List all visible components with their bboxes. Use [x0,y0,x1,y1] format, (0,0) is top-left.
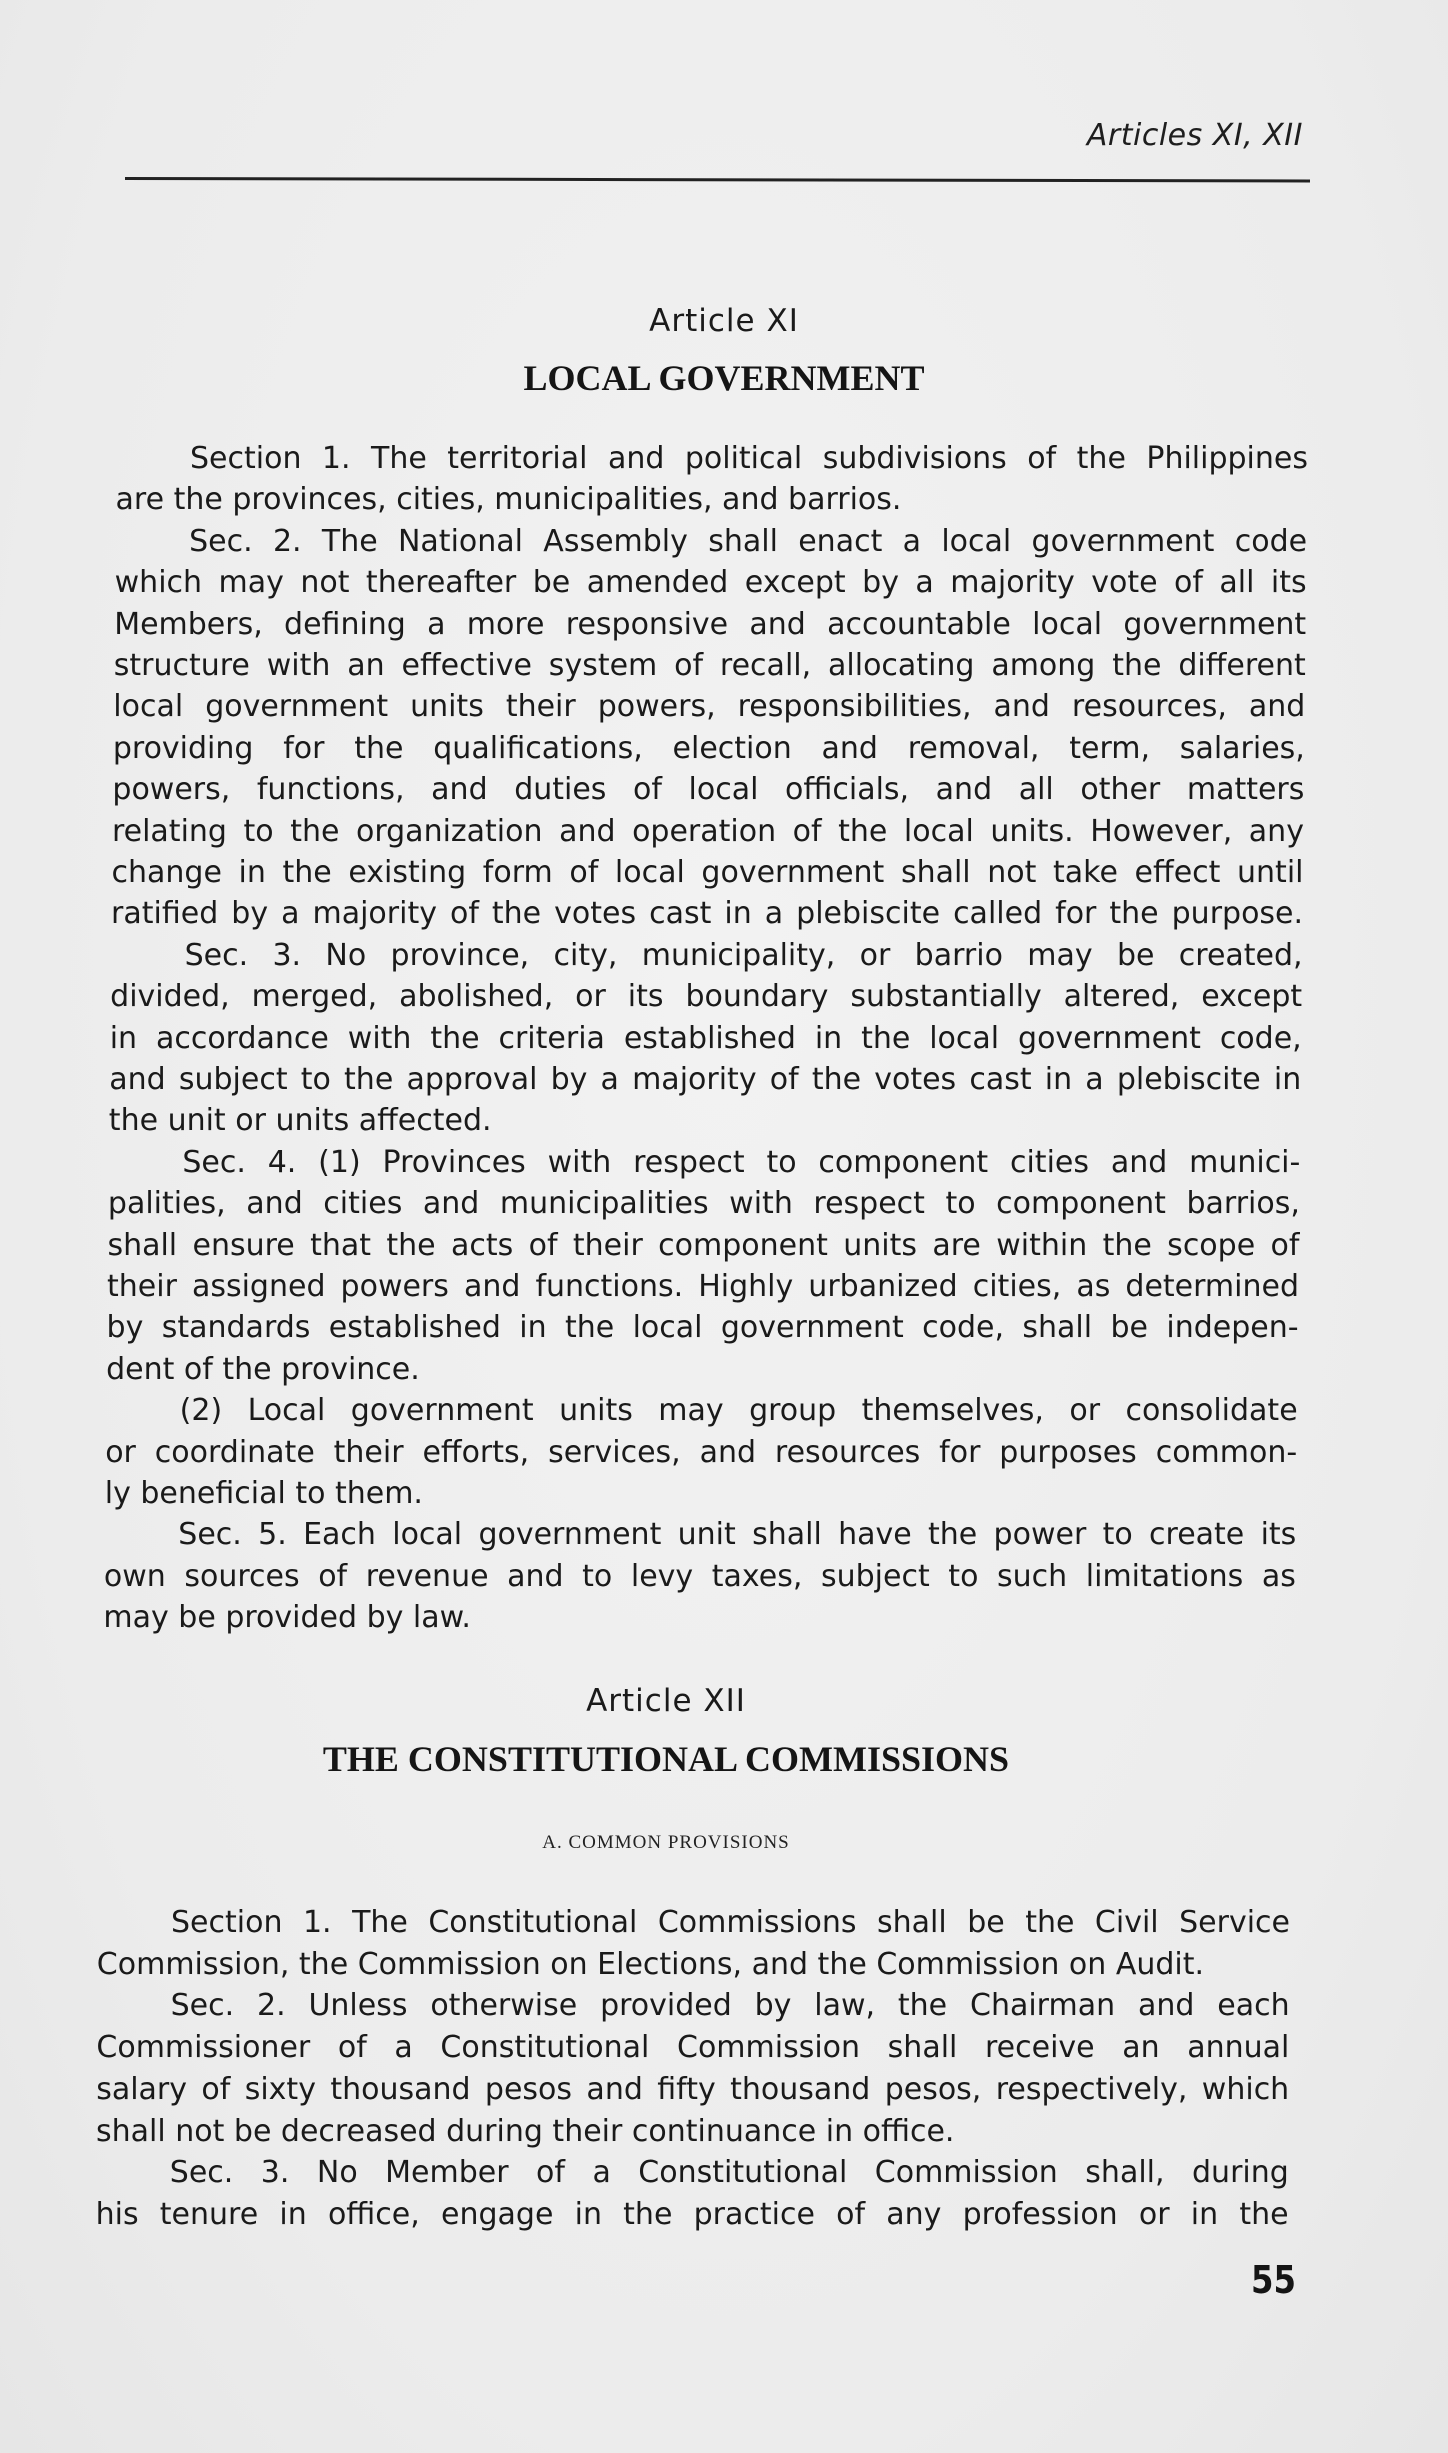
text-line: Members, defining a more responsive and accountable local government [114,606,1307,642]
text-line: palities, and cities and municipalities with respect to component barrios, [107,1186,1300,1222]
text-line: Section 1. The territorial and political subdivisions of the Philippines [190,441,1308,476]
text-line: structure with an effective system of recall, allocating among the different [113,648,1306,683]
article-xii-subheading: A. COMMON PROVISIONS [542,1832,790,1853]
text-line: (2) Local government units may group themselves, or consolidate [179,1393,1298,1429]
article-xii-title: THE CONSTITUTIONAL COMMISSIONS [322,1739,1010,1779]
text-line: shall not be decreased during their continuance in office. [96,2113,955,2149]
text-line: Sec. 5. Each local government unit shall have the power to create its [178,1517,1297,1553]
text-line: Commission, the Commission on Elections, and the Commission on Audit. [96,1946,1205,1982]
text-line: ly beneficial to them. [104,1476,423,1511]
text-line: his tenure in office, engage in the practice of any profession or in the [95,2196,1289,2232]
text-line: shall ensure that the acts of their component units are within the scope of [107,1227,1300,1263]
text-line: Sec. 3. No province, city, municipality, or barrio may be created, [184,937,1303,973]
text-line: relating to the organization and operation of the local units. However, any [111,813,1304,849]
text-line: or coordinate their efforts, services, and resources for purposes common- [105,1434,1298,1470]
text-line: and subject to the approval by a majority of the votes cast in a plebiscite in [109,1062,1302,1097]
text-line: Sec. 2. The National Assembly shall enact a local government code [189,523,1308,559]
text-line: ratified by a majority of the votes cast in a plebiscite called for the purpose. [111,896,1304,932]
article-xi-title: LOCAL GOVERNMENT [523,358,925,398]
page-number: 55 [1251,2258,1296,2302]
text-line: are the provinces, cities, municipalities, and barrios. [115,482,902,518]
text-line: Commissioner of a Constitutional Commission shall receive an annual [96,2030,1290,2066]
text-line: by standards established in the local government code, shall be indepen- [106,1310,1299,1346]
text-line: own sources of revenue and to levy taxes, subject to such limitations as [103,1558,1296,1594]
text-line: powers, functions, and duties of local officials, and all other matters [112,772,1305,808]
article-xii-label: Article XII [586,1683,746,1719]
article-xii-body [97,1902,1290,2242]
text-line: change in the existing form of local government shall not take effect until [111,855,1304,890]
text-line: dent of the province. [106,1351,420,1387]
text-line: the unit or units affected. [108,1103,492,1139]
article-xi-body [103,438,1308,1648]
text-line: Sec. 2. Unless otherwise provided by law, the Chairman and each [170,1988,1290,2024]
text-line: providing for the qualifications, election and removal, term, salaries, [112,730,1305,766]
text-line: which may not thereafter be amended except by a majority vote of all its [114,565,1307,601]
text-line: may be provided by law. [103,1600,471,1636]
text-line: divided, merged, abolished, or its boundary substantially altered, except [110,979,1303,1015]
text-line: salary of sixty thousand pesos and fifty thousand pesos, respectively, which [96,2071,1290,2107]
article-xi-label: Article XI [649,303,799,339]
text-line: Sec. 3. No Member of a Constitutional Commission shall, during [169,2155,1289,2191]
running-head: Articles XI, XII [1086,118,1303,153]
text-line: Sec. 4. (1) Provinces with respect to component cities and munici- [182,1144,1301,1180]
text-line: local government units their powers, responsibilities, and resources, and [113,689,1306,725]
text-line: in accordance with the criteria established in the local government code, [109,1020,1302,1056]
text-line: their assigned powers and functions. Highly urbanized cities, as determined [107,1269,1299,1304]
text-line: Section 1. The Constitutional Commissions shall be the Civil Service [171,1905,1290,1940]
